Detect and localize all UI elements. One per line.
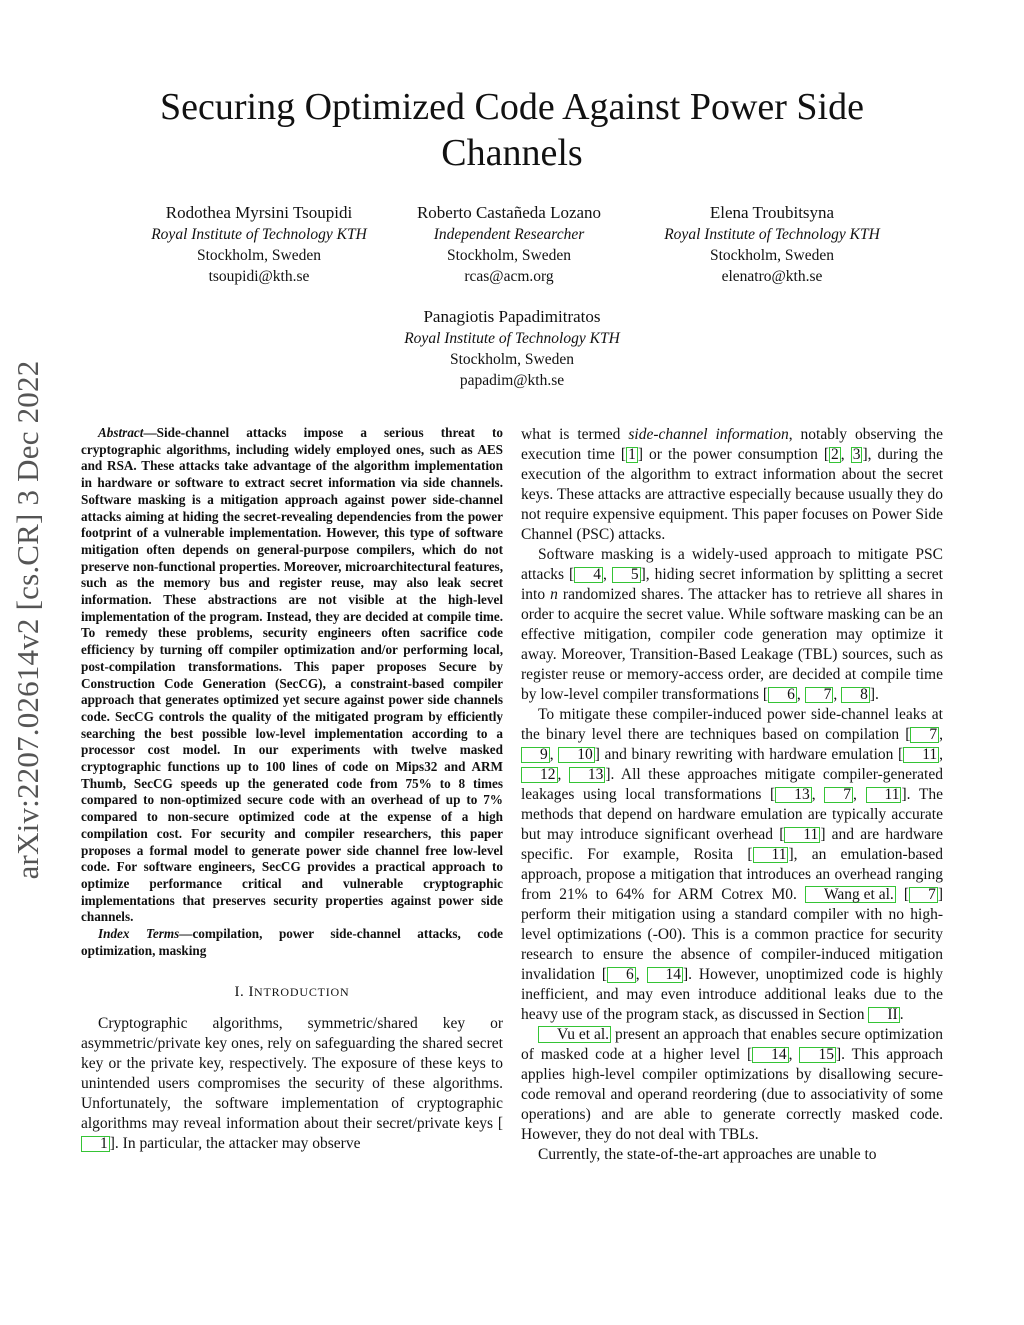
citation-link[interactable]: 7 <box>824 787 853 803</box>
paragraph-text: ]. <box>869 686 879 703</box>
author-block <box>372 306 652 391</box>
paragraph <box>521 545 943 705</box>
section-title-rest: NTRODUCTION <box>254 984 350 999</box>
citation-link[interactable]: 11 <box>903 747 939 763</box>
abstract-label: Abstract <box>98 425 144 440</box>
citation-link[interactable]: 6 <box>607 967 636 983</box>
index-terms-label: Index Terms <box>98 926 180 942</box>
paragraph-text: ], during the execution of the algorithm to extract information about the secret keys. These attacks are attractive especially because usually they do not require expensive equipment. This paper focuses on Power Side Channel (PSC) attacks. <box>521 446 943 543</box>
citation-link[interactable]: 13 <box>775 787 812 803</box>
author-name: Roberto Castañeda Lozano <box>416 203 602 222</box>
citation-separator: , <box>833 686 842 703</box>
citation-separator: , <box>796 686 805 703</box>
paragraph-text: . <box>899 1006 904 1023</box>
author-email: papadim@kth.se <box>459 372 565 389</box>
author-affiliation: Independent Researcher <box>433 226 585 243</box>
citation-link[interactable]: 3 <box>852 446 861 463</box>
author-affiliation: Royal Institute of Technology KTH <box>151 226 367 243</box>
author-affiliation: Royal Institute of Technology KTH <box>664 226 880 243</box>
emphasis-text: side-channel information <box>628 426 789 443</box>
author-reference-link[interactable]: Wang et al. <box>805 886 896 903</box>
paragraph-text: To mitigate these compiler-induced power side-channel leaks at the binary level there are techniques based on compilation [ <box>521 706 943 743</box>
paragraph-text: Cryptographic algorithms, symmetric/shared key or asymmetric/private key ones, rely on safeguarding the shared secret key or the private key, respectively. The exposure of these keys to unintended users compromises the security of these algorithms. Unfortunately, the software implementation of cryptographic algorithms may reveal information about their secret/private keys [ <box>81 1014 503 1132</box>
section-reference-link[interactable]: II <box>868 1007 899 1023</box>
citation-separator: , <box>549 746 559 763</box>
author-location: Stockholm, Sweden <box>450 351 574 368</box>
arxiv-identifier: arXiv:2207.02614v2 [cs.CR] 3 Dec 2022 <box>10 360 45 880</box>
author-location: Stockholm, Sweden <box>710 247 834 264</box>
paragraph-text: ], an emulation-based approach, propose a mitigation that introduces an overhead ranging from 21% to 64% for ARM Cotrex M0. <box>521 846 943 903</box>
paragraph-text: ]. This approach applies high-level compiler optimizations by disallowing secure-code removal and operand reordering (due to associativity of some operations) and are able to generate correctly masked code. However, they do not deal with TBLs. <box>521 1046 943 1143</box>
section-number: I. <box>234 983 245 1000</box>
right-column <box>521 425 943 1165</box>
citation-link[interactable]: 11 <box>784 827 820 843</box>
paragraph <box>521 425 943 545</box>
paragraph-text: ]. The methods that depend on hardware emulation are typically accurate but may introduce significant overhead [ <box>521 786 944 843</box>
paragraph-text: ], hiding secret information by splitting a secret into <box>521 566 943 603</box>
paragraph-text: [ <box>895 886 910 903</box>
citation-link[interactable]: 7 <box>805 687 834 703</box>
paragraph-text: ] or the power consumption [ <box>637 446 830 463</box>
math-variable: n <box>550 586 558 603</box>
author-location: Stockholm, Sweden <box>447 247 571 264</box>
paragraph-text: , notably observing the execution time [ <box>521 426 943 463</box>
paragraph-text: ] perform their mitigation using a standard compiler with no high-level optimizations (-O0). This is a common practice for security research to ensure the absence of compiler-induced mitigation invalidation [ <box>521 886 943 983</box>
author-location: Stockholm, Sweden <box>197 247 321 264</box>
paragraph-text: ] and are hardware specific. For example, Rosita [ <box>521 826 943 863</box>
citation-link[interactable]: 1 <box>628 446 636 463</box>
citation-link[interactable]: 14 <box>752 1047 789 1063</box>
citation-link[interactable]: 12 <box>521 767 558 783</box>
citation-link[interactable]: 7 <box>910 727 939 743</box>
citation-link[interactable]: 14 <box>647 967 684 983</box>
author-block <box>119 202 399 287</box>
paragraph <box>521 705 943 1025</box>
citation-separator: , <box>939 746 943 763</box>
abstract-text: —Side-channel attacks impose a serious threat to cryptographic algorithms, including widely employed ones, such as AES and RSA. These attacks take advantage of the algorithm implementation in hardware or software to extract secret information via side channels. Software masking is a mitigation approach against power side-channel attacks aiming at hiding the secret-revealing dependencies from the power footprint of a vulnerable implementation. However, this type of software mitigation often depends on general-purpose compilers, which do not preserve non-functional properties. Moreover, microarchitectural features, such as the memory bus and register reuse, may also leak secret information. These abstractions are not visible at the high-level implementation of the program. Instead, they are decided at compile time. To remedy these problems, security engineers often sacrifice code efficiency by turning off compiler optimization and/or performing local, post-compilation transformations. This paper proposes Secure by Construction Code Generation (SecCG), a constraint-based compiler approach that generates optimized yet secure against power side channels code. SecCG controls the quality of the mitigated program by efficiently searching the best possible low-level implementation according to a processor cost model. In our experiments with twelve masked cryptographic functions up to 100 lines of code on Mips32 and ARM Thumb, SecCG speeds up the generated code from 75% to 8 times compared to non-optimized secure code with an overhead of up to 7% compared to non-secure optimized code at the expense of a high compilation cost. For security and compiler researchers, this paper proposes a formal model to generate power side channel free low-level code. For software engineers, SecCG provides a practical approach to optimize performance critical and vulnerable cryptographic implementations that preserves security properties against power side channels. <box>81 425 503 925</box>
paragraph-text: ]. All these approaches mitigate compiler-generated leakages using local transformations [ <box>521 766 943 803</box>
index-terms <box>81 926 503 959</box>
author-name: Elena Troubitsyna <box>709 203 835 222</box>
paragraph-text: Software masking is a widely-used approach to mitigate PSC attacks [ <box>521 546 943 583</box>
author-email: elenatro@kth.se <box>721 268 823 285</box>
paper-title: Securing Optimized Code Against Power Side Channels <box>160 86 864 174</box>
author-block <box>632 202 912 287</box>
intro-paragraph <box>81 1014 503 1154</box>
author-affiliation: Royal Institute of Technology KTH <box>404 330 620 347</box>
author-email: tsoupidi@kth.se <box>208 268 310 285</box>
citation-separator: , <box>635 966 647 983</box>
paragraph-text: randomized shares. The attacker has to retrieve all shares in order to acquire the secret value. While software masking can be an effective mitigation, compiler code generation may optimize it away. Moreover, Transition-Based Leakage (TBL) sources, such as register reuse or memory-access order, are decided at compile time by low-level compiler transformations [ <box>521 586 943 703</box>
citation-separator: , <box>557 766 569 783</box>
citation-link[interactable]: 15 <box>799 1047 836 1063</box>
citation-separator: , <box>602 566 612 583</box>
paragraph <box>521 1025 943 1145</box>
paragraph-text: present an approach that enables secure optimization of masked code at a higher level [ <box>521 1026 943 1063</box>
paragraph-text: ]. However, unoptimized code is highly inefficient, and may even introduce additional leaks due to the heavy use of the program stack, as discussed in Section <box>521 966 944 1023</box>
citation-separator: , <box>939 726 943 743</box>
citation-separator: , <box>853 786 866 803</box>
citation-link[interactable]: 10 <box>558 747 595 763</box>
citation-link[interactable]: 1 <box>81 1136 110 1152</box>
author-block <box>369 202 649 287</box>
citation-link[interactable]: 9 <box>521 747 550 763</box>
author-name: Rodothea Myrsini Tsoupidi <box>165 203 353 222</box>
left-column <box>81 425 503 1154</box>
paragraph-text: what is termed <box>521 426 629 443</box>
paragraph: Currently, the state-of-the-art approaches are unable to <box>538 1146 877 1163</box>
section-heading <box>81 982 503 1002</box>
citation-separator: , <box>840 446 851 463</box>
citation-link[interactable]: 11 <box>866 787 902 803</box>
citation-link[interactable]: 6 <box>768 687 797 703</box>
paragraph-text: ] and binary rewriting with hardware emulation [ <box>594 746 904 763</box>
abstract <box>81 425 503 926</box>
section-title-initial: I <box>248 983 255 1000</box>
index-terms-text: —compilation, power side-channel attacks, code optimization, masking <box>81 926 504 958</box>
citation-link[interactable]: 7 <box>909 887 938 903</box>
citation-link[interactable]: 5 <box>612 567 641 583</box>
citation-link[interactable]: 13 <box>569 767 606 783</box>
author-email: rcas@acm.org <box>464 268 554 285</box>
citation-separator: , <box>788 1046 800 1063</box>
citation-link[interactable]: 8 <box>841 687 870 703</box>
paragraph-text: ]. In particular, the attacker may observe <box>109 1134 361 1152</box>
citation-separator: , <box>811 786 825 803</box>
citation-link[interactable]: 11 <box>753 847 789 863</box>
citation-link[interactable]: 4 <box>574 567 603 583</box>
author-name: Panagiotis Papadimitratos <box>423 307 601 326</box>
author-reference-link[interactable]: Vu et al. <box>538 1026 611 1043</box>
citation-link[interactable]: 2 <box>831 446 839 463</box>
